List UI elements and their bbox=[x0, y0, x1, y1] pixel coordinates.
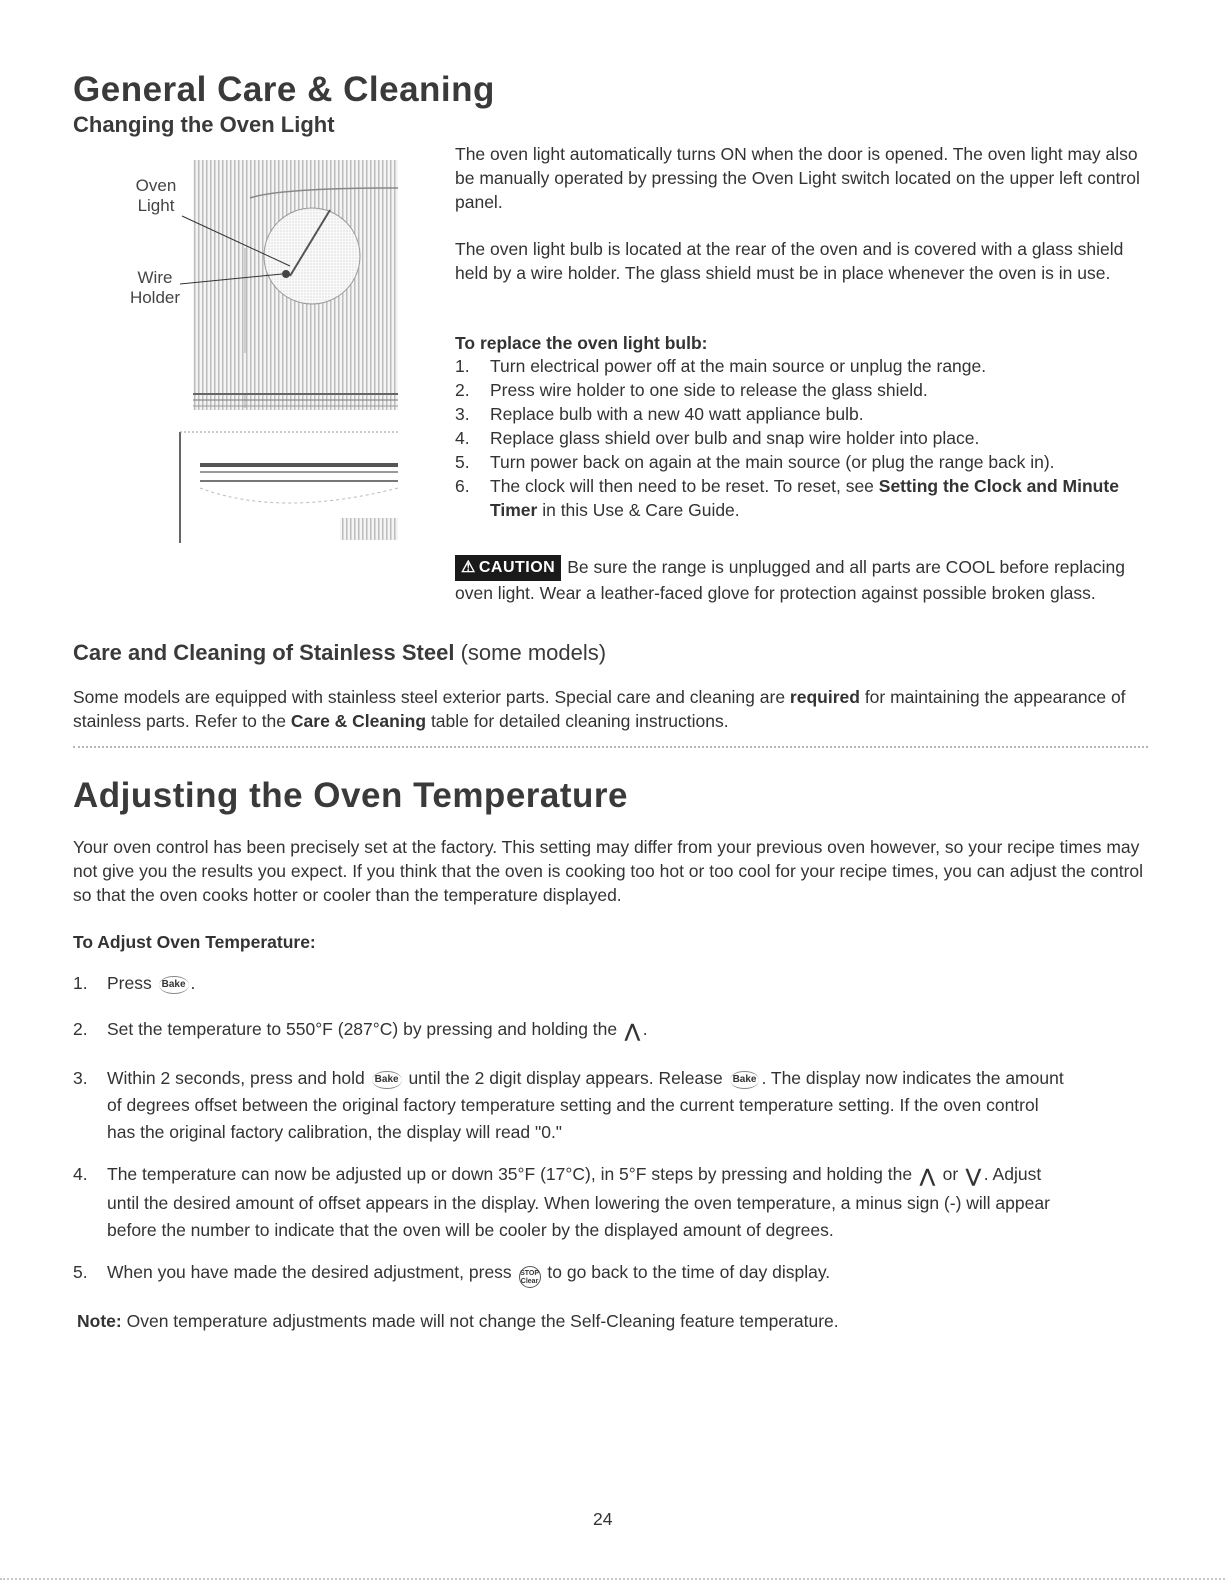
label-oven-light bbox=[130, 176, 182, 216]
stop-clear-key-icon bbox=[519, 1266, 541, 1288]
clock-timer-reference: Setting the Clock and Minute Timer bbox=[490, 476, 1119, 520]
adjust-subheading: To Adjust Oven Temperature: bbox=[73, 932, 316, 952]
step-text: to go back to the time of day display. bbox=[547, 1262, 831, 1282]
warning-triangle-icon: ⚠ bbox=[461, 559, 476, 576]
stainless-required: required bbox=[789, 687, 860, 707]
list-item bbox=[455, 378, 1145, 402]
step-text: The clock will then need to be reset. To reset, see bbox=[490, 476, 879, 496]
caution-block bbox=[455, 555, 1145, 605]
label-wire-holder bbox=[120, 268, 190, 308]
step-number: 5. bbox=[73, 1262, 88, 1282]
step-number: 2. bbox=[73, 1019, 88, 1039]
stainless-heading bbox=[73, 640, 606, 666]
stainless-paragraph bbox=[73, 685, 1148, 733]
step-text: before the number to indicate that the oven will be cooler by the displayed amount of degrees. bbox=[107, 1220, 834, 1240]
oven-light-illustration bbox=[130, 158, 400, 543]
step-number: 3. bbox=[73, 1068, 88, 1088]
clear-key-label: Clear bbox=[520, 1278, 539, 1285]
step-text-after: in this Use & Care Guide. bbox=[537, 500, 740, 520]
stainless-heading-suffix: (some models) bbox=[460, 640, 607, 665]
step-number: 2. bbox=[455, 380, 470, 400]
step-text: The temperature can now be adjusted up or down 35°F (17°C), in 5°F steps by pressing and holding the bbox=[107, 1164, 913, 1184]
step-number: 3. bbox=[455, 404, 470, 424]
up-arrow-icon: ⋀ bbox=[919, 1166, 935, 1186]
step-text: of degrees offset between the original factory temperature setting and the current temperature setting. If the oven control bbox=[107, 1095, 1039, 1115]
step-number: 1. bbox=[455, 356, 470, 376]
replace-bulb-heading: To replace the oven light bulb: bbox=[455, 333, 708, 353]
caution-text: Be sure the range is unplugged and all parts are COOL before replacing oven light. Wear a leather-faced glove for protection against possible broken glass. bbox=[455, 557, 1125, 603]
step-text: Replace bulb with a new 40 watt appliance bulb. bbox=[490, 404, 864, 424]
page-number: 24 bbox=[593, 1509, 613, 1529]
step-text: Turn electrical power off at the main source or unplug the range. bbox=[490, 356, 987, 376]
up-arrow-icon: ⋀ bbox=[625, 1021, 640, 1041]
step-text: until the desired amount of offset appears in the display. When lowering the oven temperature, a minus sign (-) will appear bbox=[107, 1193, 1050, 1213]
oven-light-para-1: The oven light automatically turns ON when the door is opened. The oven light may also be manually operated by pressing the Oven Light switch located on the upper left control panel. bbox=[455, 144, 1140, 212]
step-text: Press bbox=[107, 973, 152, 993]
stainless-text-3: table for detailed cleaning instructions. bbox=[426, 711, 729, 731]
step-text: Press wire holder to one side to release the glass shield. bbox=[490, 380, 928, 400]
caution-label: CAUTION bbox=[478, 559, 556, 576]
list-item bbox=[455, 354, 1145, 378]
stainless-text-2: for maintaining the appearance of stainless parts. Refer to the bbox=[73, 687, 1126, 731]
care-cleaning-table-reference: Care & Cleaning bbox=[290, 711, 427, 731]
list-item bbox=[455, 402, 1145, 426]
label-light: Light bbox=[137, 196, 175, 215]
label-holder: Holder bbox=[129, 288, 181, 307]
bottom-edge-rule bbox=[0, 1578, 1225, 1580]
list-item bbox=[455, 426, 1145, 450]
bake-key-icon: Bake bbox=[372, 1071, 402, 1089]
step-text: until the 2 digit display appears. Release bbox=[408, 1068, 723, 1088]
step-text: has the original factory calibration, the display will read "0." bbox=[107, 1122, 563, 1142]
step-text: Set the temperature to 550°F (287°C) by pressing and holding the bbox=[107, 1019, 618, 1039]
bake-key-icon: Bake bbox=[730, 1071, 760, 1089]
step-number: 6. bbox=[455, 476, 470, 496]
label-oven: Oven bbox=[135, 176, 177, 195]
step-text: or bbox=[942, 1164, 959, 1184]
step-text: Replace glass shield over bulb and snap wire holder into place. bbox=[490, 428, 980, 448]
caution-badge bbox=[455, 555, 561, 581]
oven-light-heading: Changing the Oven Light bbox=[73, 112, 335, 137]
step-number: 4. bbox=[73, 1164, 88, 1184]
page-title: General Care & Cleaning bbox=[73, 70, 495, 109]
step-number: 1. bbox=[73, 973, 88, 993]
stainless-text-1: Some models are equipped with stainless steel exterior parts. Special care and cleaning are bbox=[73, 687, 790, 707]
replace-bulb-steps bbox=[455, 354, 1145, 522]
step-text: When you have made the desired adjustment, press bbox=[107, 1262, 512, 1282]
step-number: 5. bbox=[455, 452, 470, 472]
note-label: Note: bbox=[77, 1311, 122, 1331]
label-wire: Wire bbox=[137, 268, 173, 287]
step-text: Turn power back on again at the main source (or plug the range back in). bbox=[490, 452, 1055, 472]
list-item bbox=[455, 450, 1145, 474]
stop-key-label: STOP bbox=[520, 1270, 540, 1277]
note-text: Oven temperature adjustments made will not change the Self-Cleaning feature temperature. bbox=[126, 1311, 839, 1331]
step-text: . The display now indicates the amount bbox=[761, 1068, 1064, 1088]
step-text: Within 2 seconds, press and hold bbox=[107, 1068, 365, 1088]
adjust-note bbox=[77, 1309, 1152, 1333]
oven-light-para-2: The oven light bulb is located at the rear of the oven and is covered with a glass shield held by a wire holder. The glass shield must be in place whenever the oven is in use. bbox=[455, 239, 1124, 283]
step-number: 4. bbox=[455, 428, 470, 448]
section-divider bbox=[73, 746, 1148, 748]
adjust-intro: Your oven control has been precisely set at the factory. This setting may differ from your previous oven however, so your recipe times may not give you the results you expect. If you think that the oven is cooking too hot or too cool for your recipe times, you can adjust the control so that the oven cooks hotter or cooler than the temperature displayed. bbox=[73, 837, 1144, 905]
bake-key-icon: Bake bbox=[159, 976, 189, 994]
list-item bbox=[455, 474, 1145, 522]
stainless-heading-text: Care and Cleaning of Stainless Steel bbox=[73, 640, 455, 665]
adjust-temperature-title: Adjusting the Oven Temperature bbox=[73, 776, 628, 815]
down-arrow-icon: ⋁ bbox=[966, 1166, 981, 1186]
step-text: . Adjust bbox=[983, 1164, 1042, 1184]
